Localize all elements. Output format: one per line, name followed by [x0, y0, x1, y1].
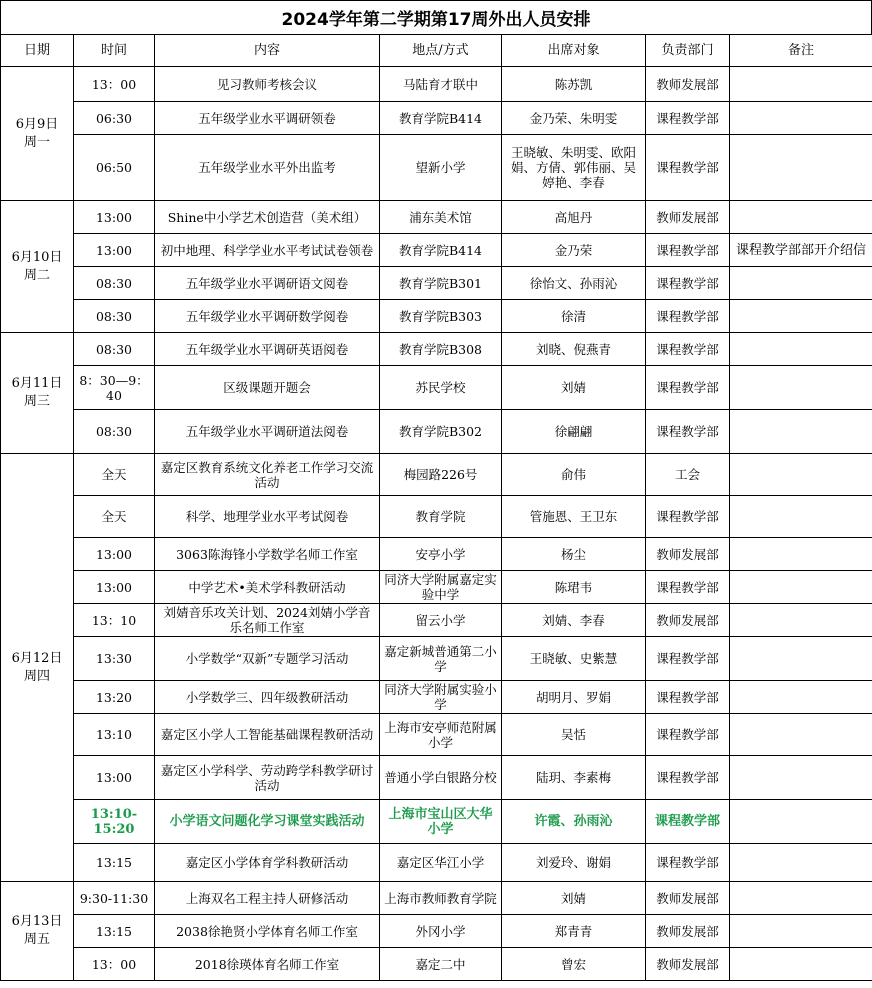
dept-cell: 课程教学部: [646, 300, 730, 333]
note-cell: [730, 67, 872, 102]
header-dept: 负责部门: [646, 35, 730, 67]
schedule-body: [1, 67, 872, 981]
header-place: 地点/方式: [380, 35, 502, 67]
content-cell: 小学语文问题化学习课堂实践活动: [155, 800, 380, 844]
content-cell: 见习教师考核会议: [155, 67, 380, 102]
dept-cell: 课程教学部: [646, 410, 730, 454]
content-cell: 嘉定区小学科学、劳动跨学科教学研讨活动: [155, 756, 380, 800]
dept-cell: 课程教学部: [646, 844, 730, 882]
dept-cell: 课程教学部: [646, 681, 730, 714]
table-row: [1, 681, 872, 714]
note-cell: [730, 267, 872, 300]
dept-cell: 课程教学部: [646, 571, 730, 604]
note-cell: [730, 800, 872, 844]
content-cell: 五年级学业水平外出监考: [155, 135, 380, 201]
schedule-table: [0, 34, 872, 981]
attendees-cell: 杨尘: [502, 538, 646, 571]
time-cell: 08:30: [74, 267, 155, 300]
content-cell: 五年级学业水平调研语文阅卷: [155, 267, 380, 300]
time-cell: 8：30—9：40: [74, 366, 155, 410]
note-cell: [730, 496, 872, 538]
table-row: [1, 756, 872, 800]
attendees-cell: 胡明月、罗娟: [502, 681, 646, 714]
place-cell: 望新小学: [380, 135, 502, 201]
content-cell: 小学数学三、四年级教研活动: [155, 681, 380, 714]
place-cell: 上海市安亭师范附属小学: [380, 714, 502, 756]
dept-cell: 课程教学部: [646, 366, 730, 410]
time-cell: 13:30: [74, 637, 155, 681]
time-cell: 13:10-15:20: [74, 800, 155, 844]
content-cell: 刘婧音乐攻关计划、2024刘婧小学音乐名师工作室: [155, 604, 380, 637]
header-content: 内容: [155, 35, 380, 67]
note-cell: [730, 454, 872, 496]
date-label: 6月10日: [11, 249, 63, 265]
time-cell: 06:30: [74, 102, 155, 135]
note-cell: [730, 604, 872, 637]
place-cell: 教育学院: [380, 496, 502, 538]
attendees-cell: 徐怡文、孙雨沁: [502, 267, 646, 300]
note-cell: [730, 300, 872, 333]
weekday-label: 周三: [23, 394, 50, 409]
attendees-cell: 刘爱玲、谢娟: [502, 844, 646, 882]
time-cell: 08:30: [74, 300, 155, 333]
content-cell: 嘉定区教育系统文化养老工作学习交流活动: [155, 454, 380, 496]
note-cell: [730, 571, 872, 604]
time-cell: 13:00: [74, 234, 155, 267]
place-cell: 梅园路226号: [380, 454, 502, 496]
date-cell: [1, 333, 74, 454]
time-cell: 13:20: [74, 681, 155, 714]
attendees-cell: 刘晓、倪燕青: [502, 333, 646, 366]
header-time: 时间: [74, 35, 155, 67]
place-cell: 普通小学白银路分校: [380, 756, 502, 800]
table-row: [1, 800, 872, 844]
note-cell: [730, 538, 872, 571]
place-cell: 教育学院B308: [380, 333, 502, 366]
note-cell: [730, 948, 872, 981]
header-row: [1, 35, 872, 67]
dept-cell: 课程教学部: [646, 135, 730, 201]
place-cell: 同济大学附属实验小学: [380, 681, 502, 714]
table-row: [1, 948, 872, 981]
weekday-label: 周二: [23, 267, 50, 283]
date-label: 6月13日: [11, 914, 63, 929]
time-cell: 13:15: [74, 915, 155, 948]
note-cell: [730, 637, 872, 681]
place-cell: 上海市宝山区大华小学: [380, 800, 502, 844]
dept-cell: 教师发展部: [646, 948, 730, 981]
attendees-cell: 许霞、孙雨沁: [502, 800, 646, 844]
note-cell: [730, 915, 872, 948]
dept-cell: 教师发展部: [646, 882, 730, 915]
content-cell: 五年级学业水平调研数学阅卷: [155, 300, 380, 333]
time-cell: 13:00: [74, 201, 155, 234]
content-cell: 中学艺术•美术学科教研活动: [155, 571, 380, 604]
dept-cell: 课程教学部: [646, 637, 730, 681]
table-row: [1, 882, 872, 915]
time-cell: 08:30: [74, 410, 155, 454]
attendees-cell: 陆玥、李素梅: [502, 756, 646, 800]
time-cell: 08:30: [74, 333, 155, 366]
table-row: [1, 496, 872, 538]
attendees-cell: 吴恬: [502, 714, 646, 756]
table-row: [1, 538, 872, 571]
attendees-cell: 王晓敏、朱明雯、欧阳娟、方倩、郭伟丽、吴婷艳、李春: [502, 135, 646, 201]
table-row: [1, 604, 872, 637]
table-row: [1, 67, 872, 102]
page-title: 2024学年第二学期第17周外出人员安排: [0, 0, 872, 34]
place-cell: 浦东美术馆: [380, 201, 502, 234]
dept-cell: 课程教学部: [646, 714, 730, 756]
content-cell: 初中地理、科学学业水平考试试卷领卷: [155, 234, 380, 267]
date-cell: [1, 201, 74, 333]
header-attendees: 出席对象: [502, 35, 646, 67]
dept-cell: 教师发展部: [646, 915, 730, 948]
table-row: [1, 844, 872, 882]
place-cell: 嘉定二中: [380, 948, 502, 981]
note-cell: [730, 882, 872, 915]
table-row: [1, 366, 872, 410]
content-cell: 五年级学业水平调研英语阅卷: [155, 333, 380, 366]
date-label: 6月12日: [11, 650, 63, 666]
attendees-cell: 刘婧、李春: [502, 604, 646, 637]
note-cell: [730, 366, 872, 410]
note-cell: [730, 681, 872, 714]
attendees-cell: 俞伟: [502, 454, 646, 496]
content-cell: 嘉定区小学人工智能基础课程教研活动: [155, 714, 380, 756]
date-cell: [1, 67, 74, 201]
dept-cell: 课程教学部: [646, 496, 730, 538]
time-cell: 13：00: [74, 67, 155, 102]
place-cell: 马陆育才联中: [380, 67, 502, 102]
dept-cell: 教师发展部: [646, 67, 730, 102]
table-row: [1, 234, 872, 267]
note-cell: [730, 410, 872, 454]
attendees-cell: 徐清: [502, 300, 646, 333]
table-row: [1, 637, 872, 681]
place-cell: 安亭小学: [380, 538, 502, 571]
attendees-cell: 曾宏: [502, 948, 646, 981]
table-row: [1, 714, 872, 756]
attendees-cell: 刘婧: [502, 366, 646, 410]
attendees-cell: 刘婧: [502, 882, 646, 915]
time-cell: 13:00: [74, 571, 155, 604]
attendees-cell: 金乃荣: [502, 234, 646, 267]
weekday-label: 周一: [23, 134, 50, 150]
table-row: [1, 915, 872, 948]
place-cell: 教育学院B303: [380, 300, 502, 333]
dept-cell: 教师发展部: [646, 538, 730, 571]
attendees-cell: 陈苏凯: [502, 67, 646, 102]
date-cell: [1, 882, 74, 981]
time-cell: 13:10: [74, 714, 155, 756]
content-cell: 区级课题开题会: [155, 366, 380, 410]
dept-cell: 课程教学部: [646, 234, 730, 267]
place-cell: 外冈小学: [380, 915, 502, 948]
note-cell: [730, 201, 872, 234]
table-row: [1, 410, 872, 454]
dept-cell: 教师发展部: [646, 604, 730, 637]
time-cell: 13:00: [74, 538, 155, 571]
attendees-cell: 郑青青: [502, 915, 646, 948]
header-note: 备注: [730, 35, 872, 67]
place-cell: 苏民学校: [380, 366, 502, 410]
place-cell: 同济大学附属嘉定实验中学: [380, 571, 502, 604]
attendees-cell: 陈珺韦: [502, 571, 646, 604]
content-cell: 3063陈海锋小学数学名师工作室: [155, 538, 380, 571]
attendees-cell: 高旭丹: [502, 201, 646, 234]
header-date: 日期: [1, 35, 74, 67]
place-cell: 教育学院B414: [380, 102, 502, 135]
dept-cell: 教师发展部: [646, 201, 730, 234]
weekday-label: 周四: [23, 668, 50, 684]
note-cell: [730, 135, 872, 201]
dept-cell: 课程教学部: [646, 102, 730, 135]
note-cell: [730, 102, 872, 135]
date-label: 6月9日: [15, 116, 59, 132]
dept-cell: 课程教学部: [646, 756, 730, 800]
dept-cell: 课程教学部: [646, 333, 730, 366]
time-cell: 13：00: [74, 948, 155, 981]
content-cell: 嘉定区小学体育学科教研活动: [155, 844, 380, 882]
time-cell: 06:50: [74, 135, 155, 201]
time-cell: 全天: [74, 496, 155, 538]
place-cell: 嘉定新城普通第二小学: [380, 637, 502, 681]
content-cell: 五年级学业水平调研领卷: [155, 102, 380, 135]
table-row: [1, 333, 872, 366]
time-cell: 13：10: [74, 604, 155, 637]
attendees-cell: 金乃荣、朱明雯: [502, 102, 646, 135]
content-cell: 2018徐瑛体育名师工作室: [155, 948, 380, 981]
table-row: [1, 201, 872, 234]
table-row: [1, 102, 872, 135]
note-cell: 课程教学部部开介绍信: [730, 234, 872, 267]
place-cell: 教育学院B302: [380, 410, 502, 454]
table-row: [1, 571, 872, 604]
time-cell: 9:30-11:30: [74, 882, 155, 915]
table-row: [1, 454, 872, 496]
place-cell: 教育学院B301: [380, 267, 502, 300]
place-cell: 留云小学: [380, 604, 502, 637]
note-cell: [730, 844, 872, 882]
attendees-cell: 徐翩翩: [502, 410, 646, 454]
place-cell: 教育学院B414: [380, 234, 502, 267]
dept-cell: 课程教学部: [646, 267, 730, 300]
weekday-label: 周五: [23, 932, 50, 947]
content-cell: 2038徐艳贤小学体育名师工作室: [155, 915, 380, 948]
content-cell: 小学数学“双新”专题学习活动: [155, 637, 380, 681]
note-cell: [730, 714, 872, 756]
dept-cell: 课程教学部: [646, 800, 730, 844]
table-row: [1, 267, 872, 300]
note-cell: [730, 333, 872, 366]
attendees-cell: 管施恩、王卫东: [502, 496, 646, 538]
table-row: [1, 300, 872, 333]
content-cell: 科学、地理学业水平考试阅卷: [155, 496, 380, 538]
place-cell: 上海市教师教育学院: [380, 882, 502, 915]
place-cell: 嘉定区华江小学: [380, 844, 502, 882]
dept-cell: 工会: [646, 454, 730, 496]
time-cell: 全天: [74, 454, 155, 496]
time-cell: 13:15: [74, 844, 155, 882]
note-cell: [730, 756, 872, 800]
content-cell: 上海双名工程主持人研修活动: [155, 882, 380, 915]
content-cell: Shine中小学艺术创造营（美术组）: [155, 201, 380, 234]
content-cell: 五年级学业水平调研道法阅卷: [155, 410, 380, 454]
table-row: [1, 135, 872, 201]
attendees-cell: 王晓敏、史紫慧: [502, 637, 646, 681]
date-cell: [1, 454, 74, 882]
date-label: 6月11日: [11, 376, 63, 391]
time-cell: 13:00: [74, 756, 155, 800]
